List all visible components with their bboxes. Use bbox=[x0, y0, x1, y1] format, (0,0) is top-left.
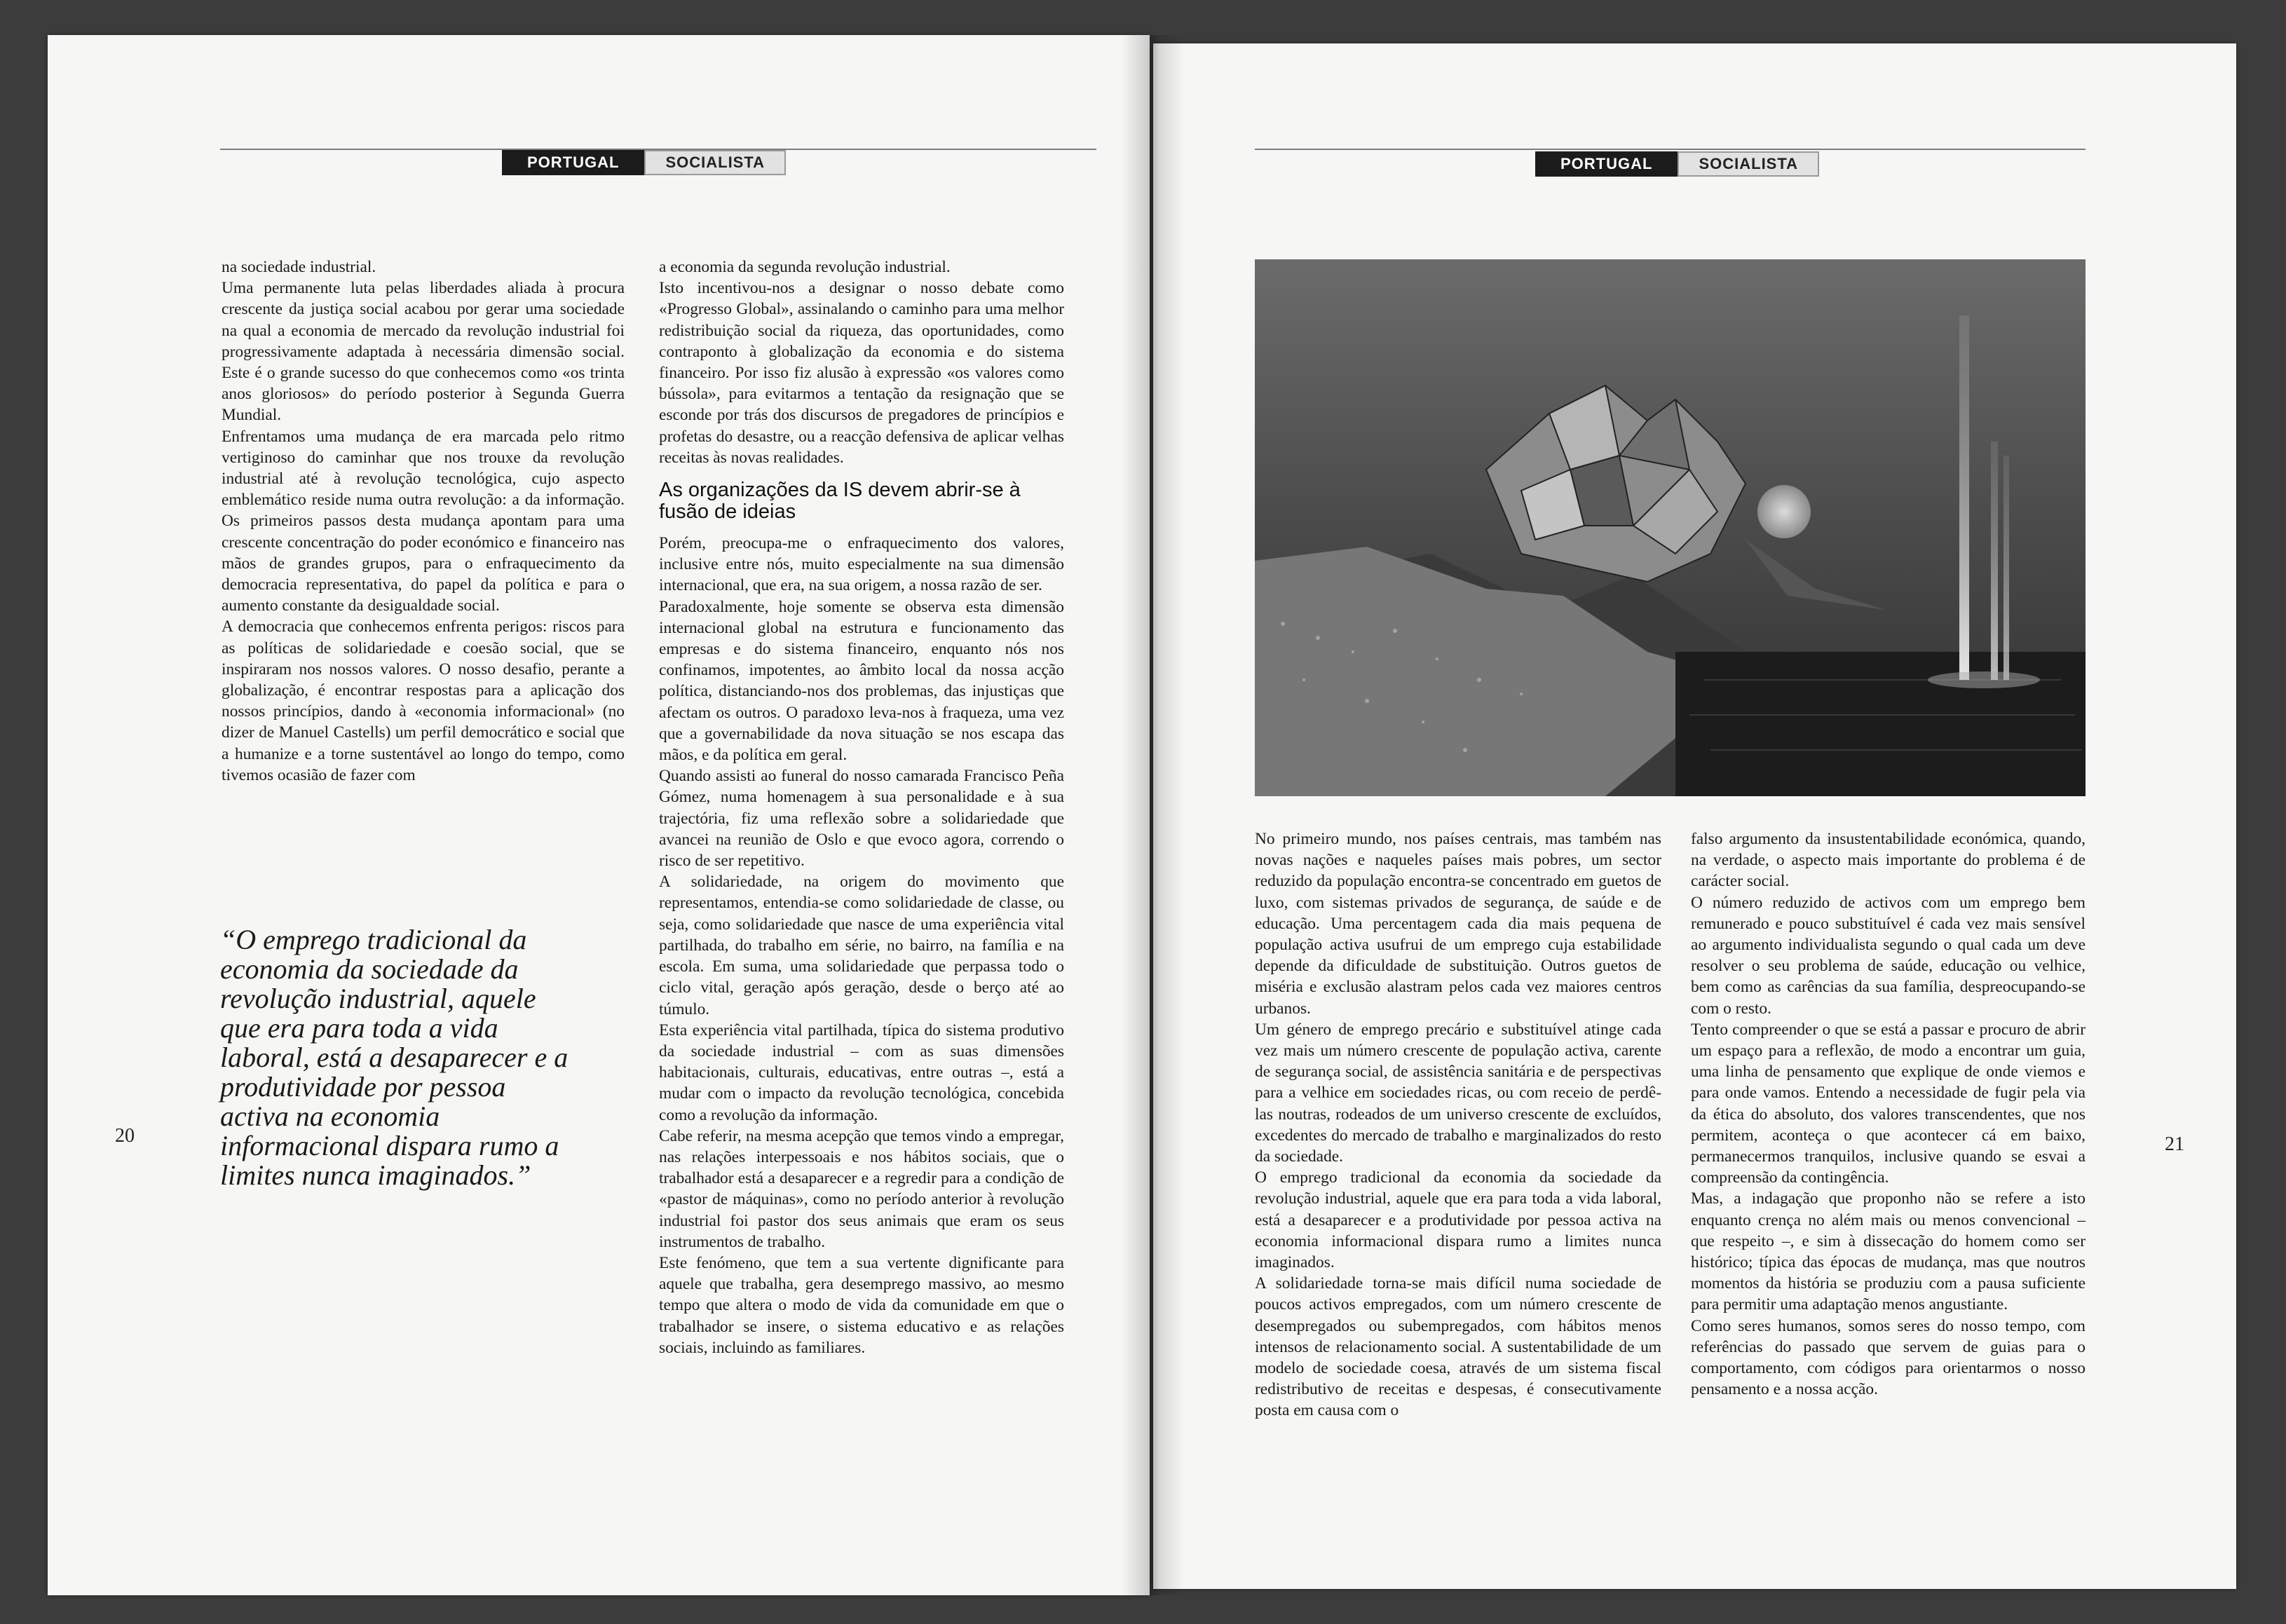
paragraph: No primeiro mundo, nos países centrais, mas também nas novas nações e naqueles países mais pobres, um sector reduzido da população encontra-se concentrado em guetos de luxo, com sistemas privados de segurança, de saúde e de educação. Uma percentagem cada dia mais pequena de população activa usufrui de um emprego cuja estabilidade depende da dificuldade de substituição. Outros guetos de miséria e exclusão alastram pelos cada vez maiores centros urbanos. bbox=[1255, 830, 1661, 1018]
paragraph: Este fenómeno, que tem a sua vertente dignificante para aquele que trabalha, gera desemprego massivo, ao mesmo tempo que altera o modo de vida da comunidade em que o trabalhador se insere, o sistema educativo e as relações sociais, incluindo as familiares. bbox=[659, 1253, 1064, 1357]
masthead bbox=[502, 150, 786, 175]
column-1 bbox=[222, 257, 625, 786]
night-park-photo bbox=[1255, 259, 2086, 796]
paragraph: a economia da segunda revolução industrial. bbox=[659, 258, 951, 276]
paragraph: Porém, preocupa-me o enfraquecimento dos valores, inclusive entre nós, muito especialmente na sua dimensão internacional, que era, na sua origem, a nossa razão de ser. bbox=[659, 534, 1064, 595]
paragraph: Quando assisti ao funeral do nosso camarada Francisco Peña Gómez, numa homenagem à sua personalidade e à sua trajectória, fiz uma reflexão sobre a solidariedade que avancei na reunião de Oslo e que evoco agora, correndo o risco de ser repetitivo. bbox=[659, 767, 1064, 871]
paragraph: Paradoxalmente, hoje somente se observa esta dimensão internacional global na estrutura e funcionamento das empresas e do sistema financeiro, enquanto nós nos confinamos, impotentes, ao âmbito local da nossa acção política, distanciando-nos dos problemas, das injustiças que afectam os outros. O paradoxo leva-nos à fraqueza, uma vez que a governabilidade da nova situação se nos escapa das mãos, e da política em geral. bbox=[659, 597, 1064, 765]
column-3 bbox=[1255, 828, 1661, 1421]
page-number: 21 bbox=[2165, 1133, 2184, 1155]
subheading: As organizações da IS devem abrir-se à fusão de ideias bbox=[659, 479, 1021, 524]
paragraph: Mas, a indagação que proponho não se refere a isto enquanto crença no além mais ou menos convencional – que respeito –, e sim à dissecação do homem como ser histórico; típica das épocas de mudança, mas que noutros momentos da história se produziu com a pausa suficiente para permitir uma adaptação menos angustiante. bbox=[1691, 1189, 2086, 1314]
masthead bbox=[1535, 151, 1819, 177]
paragraph: falso argumento da insustentabilidade económica, quando, na verdade, o aspecto mais importante do problema é de carácter social. bbox=[1691, 830, 2086, 891]
paragraph: A solidariedade torna-se mais difícil numa sociedade de poucos activos empregados, com um número crescente de desempregados ou subempregados, com hábitos menos intensos de relacionamento social. A sustentabilidade de um modelo de sociedade coesa, através de um sistema fiscal redistributivo de receitas e despesas, é consecutivamente posta em causa com o bbox=[1255, 1274, 1661, 1420]
paragraph: Esta experiência vital partilhada, típica do sistema produtivo da sociedade industrial – com as suas dimensões habitacionais, culturais, educativas, entre outras –, está a mudar com o impacto da revolução tecnológica, concebida como a revolução da informação. bbox=[659, 1021, 1064, 1124]
paragraph: Como seres humanos, somos seres do nosso tempo, com referências do passado que servem de guias para o comportamento, com códigos para orientarmos o nosso pensamento e a nossa acção. bbox=[1691, 1316, 2086, 1399]
masthead-socialista: SOCIALISTA bbox=[1678, 151, 1819, 177]
paragraph: Isto incentivou-nos a designar o nosso debate como «Progresso Global», assinalando o caminho para uma melhor redistribuição social da riqueza, das oportunidades, como contraponto à globalização da economia e do sistema financeiro. Por isso fiz alusão à expressão «os valores como bússola», para evitarmos a tentação da resignação que se esconde por trás dos discursos de pregadores de princípios e profetas do desastre, ou a reacção defensiva de aplicar velhas receitas às novas realidades. bbox=[659, 279, 1064, 467]
masthead-portugal: PORTUGAL bbox=[1535, 151, 1678, 177]
pull-quote: “O emprego tradicional da economia da sociedade da revolução industrial, aquele que era para toda a vida laboral, está a desaparecer e a produtividade por pessoa activa na economia informacional dispara rumo a limites nunca imaginados.” bbox=[220, 924, 569, 1191]
paragraph: na sociedade industrial. bbox=[222, 258, 376, 276]
column-2 bbox=[659, 257, 1064, 1358]
paragraph: Enfrentamos uma mudança de era marcada pelo ritmo vertiginoso do caminhar que nos trouxe da revolução industrial até à revolução tecnológica, cujo aspecto emblemático reside numa outra revolução: a da informação. Os primeiros passos desta mudança apontam para uma crescente concentração do poder económico e financeiro nas mãos de grandes grupos, para o enfraquecimento da democracia representativa, do papel da política e para o aumento constante da desigualdade social. bbox=[222, 427, 625, 615]
right-page bbox=[1153, 43, 2236, 1589]
left-page bbox=[48, 35, 1150, 1595]
header-rule bbox=[1255, 149, 2086, 150]
page-number: 20 bbox=[115, 1125, 135, 1147]
masthead-socialista: SOCIALISTA bbox=[644, 150, 786, 175]
paragraph: O número reduzido de activos com um emprego bem remunerado e pouco substituível é cada vez mais sensível ao argumento individualista segundo o qual cada um deve resolver o seu problema de saúde, educação ou velhice, bem como as carências da sua família, despreocupando-se com o resto. bbox=[1691, 893, 2086, 1018]
paragraph: A democracia que conhecemos enfrenta perigos: riscos para as políticas de solidariedade e coesão social, que se inspiraram nos nossos valores. O nosso desafio, perante a globalização, é encontrar respostas para a aplicação dos nossos princípios, dando à «economia informacional» (no dizer de Manuel Castells) um perfil democrático e social que a humanize e a torne sustentável ao longo do tempo, como tivemos ocasião de fazer com bbox=[222, 617, 625, 784]
paragraph: A solidariedade, na origem do movimento que representamos, entendia-se como solidariedade de classe, ou seja, como solidariedade que nasce de uma experiência vital partilhada, do trabalho em série, no bairro, na família e na escola. Em suma, uma solidariedade que perpassa todo o ciclo vital, geração após geração, desde o berço até ao túmulo. bbox=[659, 873, 1064, 1018]
column-4 bbox=[1691, 828, 2086, 1400]
paragraph: O emprego tradicional da economia da sociedade da revolução industrial, aquele que era para toda a vida laboral, está a desaparecer e a produtividade por pessoa activa na economia informacional dispara rumo a limites nunca imaginados. bbox=[1255, 1168, 1661, 1272]
paragraph: Uma permanente luta pelas liberdades aliada à procura crescente da justiça social acabou por gerar uma sociedade na qual a economia de mercado da revolução industrial foi progressivamente adaptada à necessária dimensão social. Este é o grande sucesso do que conhecemos como «os trinta anos gloriosos» do período posterior à Segunda Guerra Mundial. bbox=[222, 279, 625, 425]
photo-illustration bbox=[1255, 259, 2086, 796]
paragraph: Tento compreender o que se está a passar e procuro de abrir um espaço para a reflexão, de modo a encontrar um guia, uma linha de pensamento que explique de onde viemos e para onde vamos. Entendo a necessidade de fugir pela via da ética do absoluto, dos valores transcendentes, que nos permitem, aconteça o que acontecer cá em baixo, permanecermos tranquilos, inclusive quando se esvai a compreensão da contingência. bbox=[1691, 1020, 2086, 1187]
paragraph: Cabe referir, na mesma acepção que temos vindo a empregar, nas relações interpessoais e nos hábitos sociais, que o trabalhador está a desaparecer e a regredir para a condição de «pastor de máquinas», como no período anterior à revolução industrial foi pastor dos seus animais que eram os seus instrumentos de trabalho. bbox=[659, 1126, 1064, 1251]
masthead-portugal: PORTUGAL bbox=[502, 150, 644, 175]
paragraph: Um género de emprego precário e substituível atinge cada vez mais um número crescente de população activa, carente de segurança social, de assistência sanitária e de perspectivas para a velhice em sociedades ricas, ou com receio de perdê-las noutras, rodeados de um universo crescente de excluídos, excedentes do mercado de trabalho e marginalizados do resto da sociedade. bbox=[1255, 1020, 1661, 1166]
